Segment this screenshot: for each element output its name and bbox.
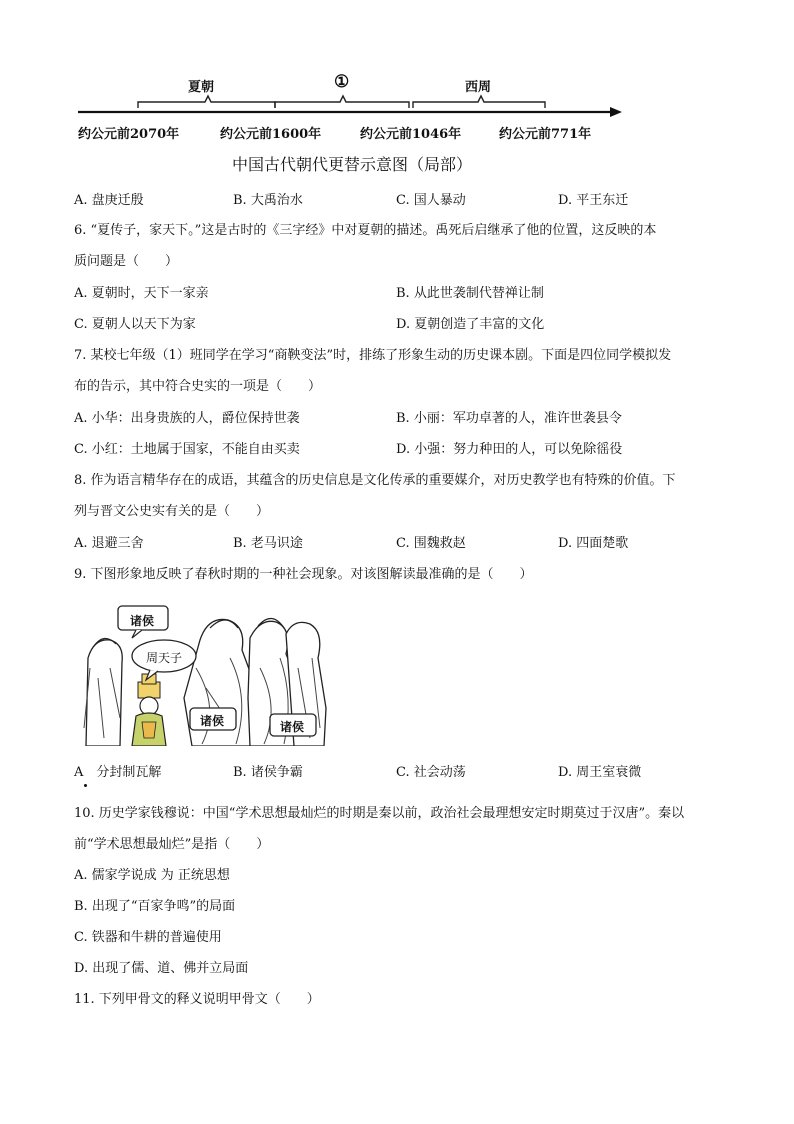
q7-stem-line2: 布的告示，其中符合史实的一项是（ ） [74,379,322,394]
q7-option-a: A. 小华：出身贵族的人，爵位保持世袭 [74,411,300,426]
timeline-date-3: 约公元前1046年 [360,127,462,142]
q7-option-b: B. 小丽：军功卓著的人，准许世袭县令 [396,411,622,426]
q10-option-c: C. 铁器和牛耕的普遍使用 [74,930,222,945]
timeline-date-4: 约公元前771年 [499,127,592,142]
q8-stem-line1: 8. 作为语言精华存在的成语，其蕴含的历史信息是文化传承的重要媒介，对历史教学也有特殊的价值。下 [74,473,676,488]
timeline-period-blank: ① [334,72,350,92]
q6-stem-line2: 质问题是（ ） [74,254,179,269]
q8-option-b: B. 老马识途 [233,536,303,551]
q11-stem: 11. 下列甲骨文的释义说明甲骨文（ ） [74,992,320,1007]
q8-option-d: D. 四面楚歌 [558,536,629,551]
cartoon-label-lord-3: 诸侯 [280,720,305,734]
q6-option-b: B. 从此世袭制代替禅让制 [396,286,544,301]
q6-stem-line1: 6. “夏传子，家天下。”这是古时的《三字经》中对夏朝的描述。禹死后启继承了他的位置，这反映的本 [74,223,657,238]
q9-option-d: D. 周王室衰微 [558,765,642,780]
cartoon-label-lord-1: 诸侯 [130,614,155,628]
q8-option-c: C. 围魏救赵 [396,536,466,551]
q9-option-b: B. 诸侯争霸 [233,765,303,780]
q6-option-c: C. 夏朝人以天下为家 [74,317,196,332]
brace-xizhou [413,96,545,108]
timeline-date-1: 约公元前2070年 [78,127,180,142]
q6-option-a: A. 夏朝时，天下一家亲 [74,286,209,301]
brace-unknown [275,96,409,108]
timeline-date-2: 约公元前1600年 [220,127,322,142]
q5-option-c: C. 国人暴动 [396,193,466,208]
q9-option-a-dot [84,784,87,787]
q10-option-b: B. 出现了“百家争鸣”的局面 [74,899,236,914]
timeline-caption: 中国古代朝代更替示意图（局部） [232,155,473,174]
q5-option-a: A. 盘庚迁殷 [74,193,144,208]
timeline-period-xizhou: 西周 [465,80,492,95]
q7-option-c: C. 小红：土地属于国家，不能自由买卖 [74,442,300,457]
q7-stem-line1: 7. 某校七年级（1）班同学在学习“商鞅变法”时，排练了形象生动的历史课本剧。下面是四位同学模拟发 [74,348,672,363]
q8-stem-line2: 列与晋文公史实有关的是（ ） [74,504,270,519]
q10-option-d: D. 出现了儒、道、佛并立局面 [74,961,249,976]
q10-option-a: A. 儒家学说成 为 正统思想 [74,868,230,883]
q5-option-d: D. 平王东迁 [558,193,629,208]
brace-xia [138,96,275,108]
timeline-period-xia: 夏朝 [188,80,215,95]
q9-option-a: A 分封制瓦解 [74,765,162,780]
q10-stem-line1: 10. 历史学家钱穆说：中国“学术思想最灿烂的时期是秦以前，政治社会最理想安定时期莫过于汉唐”。秦以 [74,806,685,821]
q7-option-d: D. 小强：努力种田的人，可以免除徭役 [396,442,623,457]
timeline-arrowhead [610,107,622,117]
q10-stem-line2: 前“学术思想最灿烂”是指（ ） [74,837,270,852]
cartoon-label-zhou-king: 周天子 [146,651,183,665]
q8-option-a: A. 退避三舍 [74,536,144,551]
q9-stem: 9. 下图形象地反映了春秋时期的一种社会现象。对该图解读最准确的是（ ） [74,567,533,582]
q5-option-b: B. 大禹治水 [233,193,303,208]
q9-option-c: C. 社会动荡 [396,765,466,780]
cartoon-label-lord-2: 诸侯 [200,714,225,728]
q6-option-d: D. 夏朝创造了丰富的文化 [396,317,545,332]
